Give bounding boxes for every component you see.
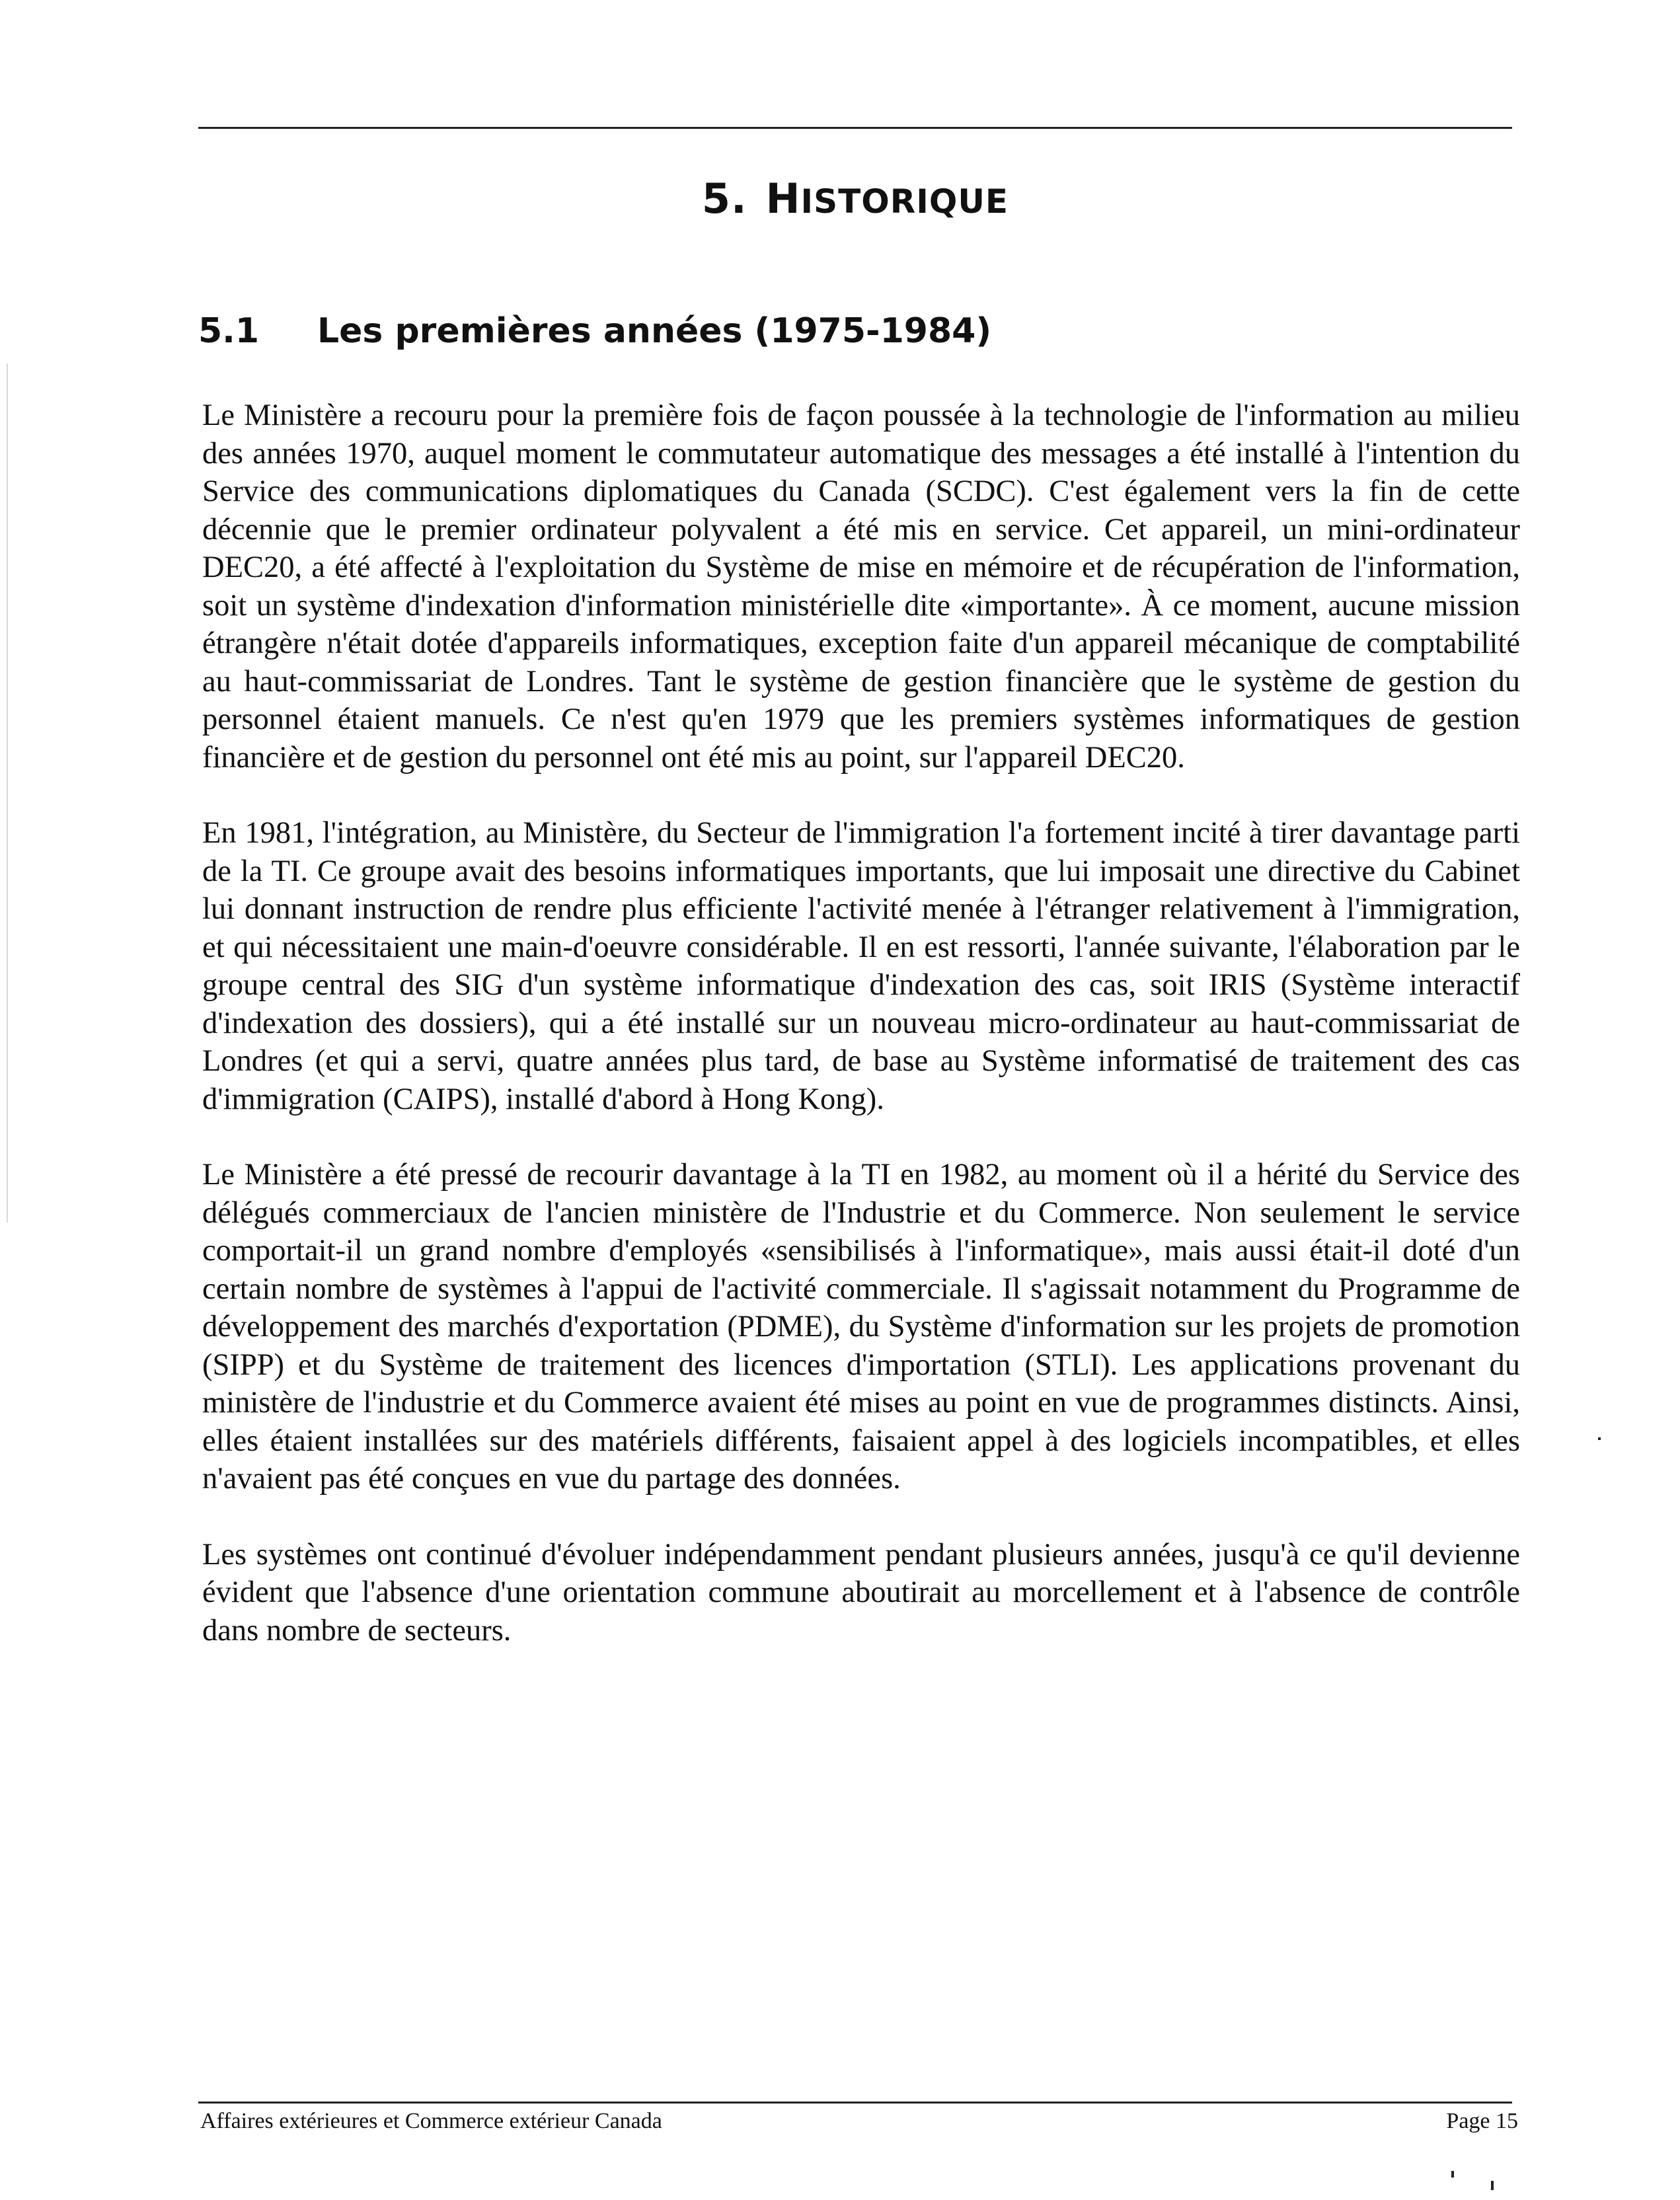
scan-speck [1491, 2181, 1494, 2190]
section-heading [198, 311, 992, 351]
footer-page-number: Page 15 [1446, 2109, 1518, 2133]
paragraph: Les systèmes ont continué d'évoluer indépendamment pendant plusieurs années, jusqu'à ce qu'il devienne évident que l'absence d'une orientation commune aboutirait au morcellement et à l'absence de contrôle dans nombre de secteurs. [202, 1537, 1520, 1648]
chapter-number: 5. [701, 174, 747, 223]
chapter-title [198, 174, 1512, 223]
header-rule [198, 127, 1512, 129]
scan-edge-shadow [7, 363, 8, 1223]
paragraph: En 1981, l'intégration, au Ministère, du Secteur de l'immigration l'a fortement incité à tirer davantage parti de la TI. Ce groupe avait des besoins informatiques importants, que lui imposait une directive du Cabinet lui donnant instruction de rendre plus efficiente l'activité menée à l'étranger relativement à l'immigration, et qui nécessitaient une main-d'oeuvre considérable. Il en est ressorti, l'année suivante, l'élaboration par le groupe central des SIG d'un système informatique d'indexation des cas, soit IRIS (Système interactif d'indexation des dossiers), qui a été installé sur un nouveau micro-ordinateur au haut-commissariat de Londres (et qui a servi, quatre années plus tard, de base au Système informatisé de traitement des cas d'immigration (CAIPS), installé d'abord à Hong Kong). [202, 816, 1520, 1116]
section-title: Les premières années (1975-1984) [317, 311, 992, 351]
chapter-title-initial: H [765, 174, 801, 223]
footer-organization: Affaires extérieures et Commerce extérieur Canada [200, 2109, 662, 2133]
scan-speck [1451, 2171, 1454, 2178]
chapter-title-rest: ISTORIQUE [800, 182, 1009, 221]
body-text [202, 397, 1520, 1687]
paragraph: Le Ministère a été pressé de recourir davantage à la TI en 1982, au moment où il a hérité du Service des délégués commerciaux de l'ancien ministère de l'Industrie et du Commerce. Non seulement le service comportait-il un grand nombre d'employés «sensibilisés à l'informatique», mais aussi était-il doté d'un certain nombre de systèmes à l'appui de l'activité commerciale. Il s'agissait notamment du Programme de développement des marchés d'exportation (PDME), du Système d'information sur les projets de promotion (SIPP) et du Système de traitement des licences d'importation (STLI). Les applications provenant du ministère de l'industrie et du Commerce avaient été mises au point en vue de programmes distincts. Ainsi, elles étaient installées sur des matériels différents, faisaient appel à des logiciels incompatibles, et elles n'avaient pas été conçues en vue du partage des données. [202, 1158, 1520, 1496]
scan-speck [1598, 1437, 1601, 1440]
paragraph: Le Ministère a recouru pour la première fois de façon poussée à la technologie de l'information au milieu des années 1970, auquel moment le commutateur automatique des messages a été installé à l'intention du Service des communications diplomatiques du Canada (SCDC). C'est également vers la fin de cette décennie que le premier ordinateur polyvalent a été mis en service. Cet appareil, un mini-ordinateur DEC20, a été affecté à l'exploitation du Système de mise en mémoire et de récupération de l'information, soit un système d'indexation d'information ministérielle dite «importante». À ce moment, aucune mission étrangère n'était dotée d'appareils informatiques, exception faite d'un appareil mécanique de comptabilité au haut-commissariat de Londres. Tant le système de gestion financière que le système de gestion du personnel étaient manuels. Ce n'est qu'en 1979 que les premiers systèmes informatiques de gestion financière et de gestion du personnel ont été mis au point, sur l'appareil DEC20. [202, 398, 1520, 775]
section-number: 5.1 [198, 311, 260, 351]
footer-rule [198, 2102, 1512, 2104]
